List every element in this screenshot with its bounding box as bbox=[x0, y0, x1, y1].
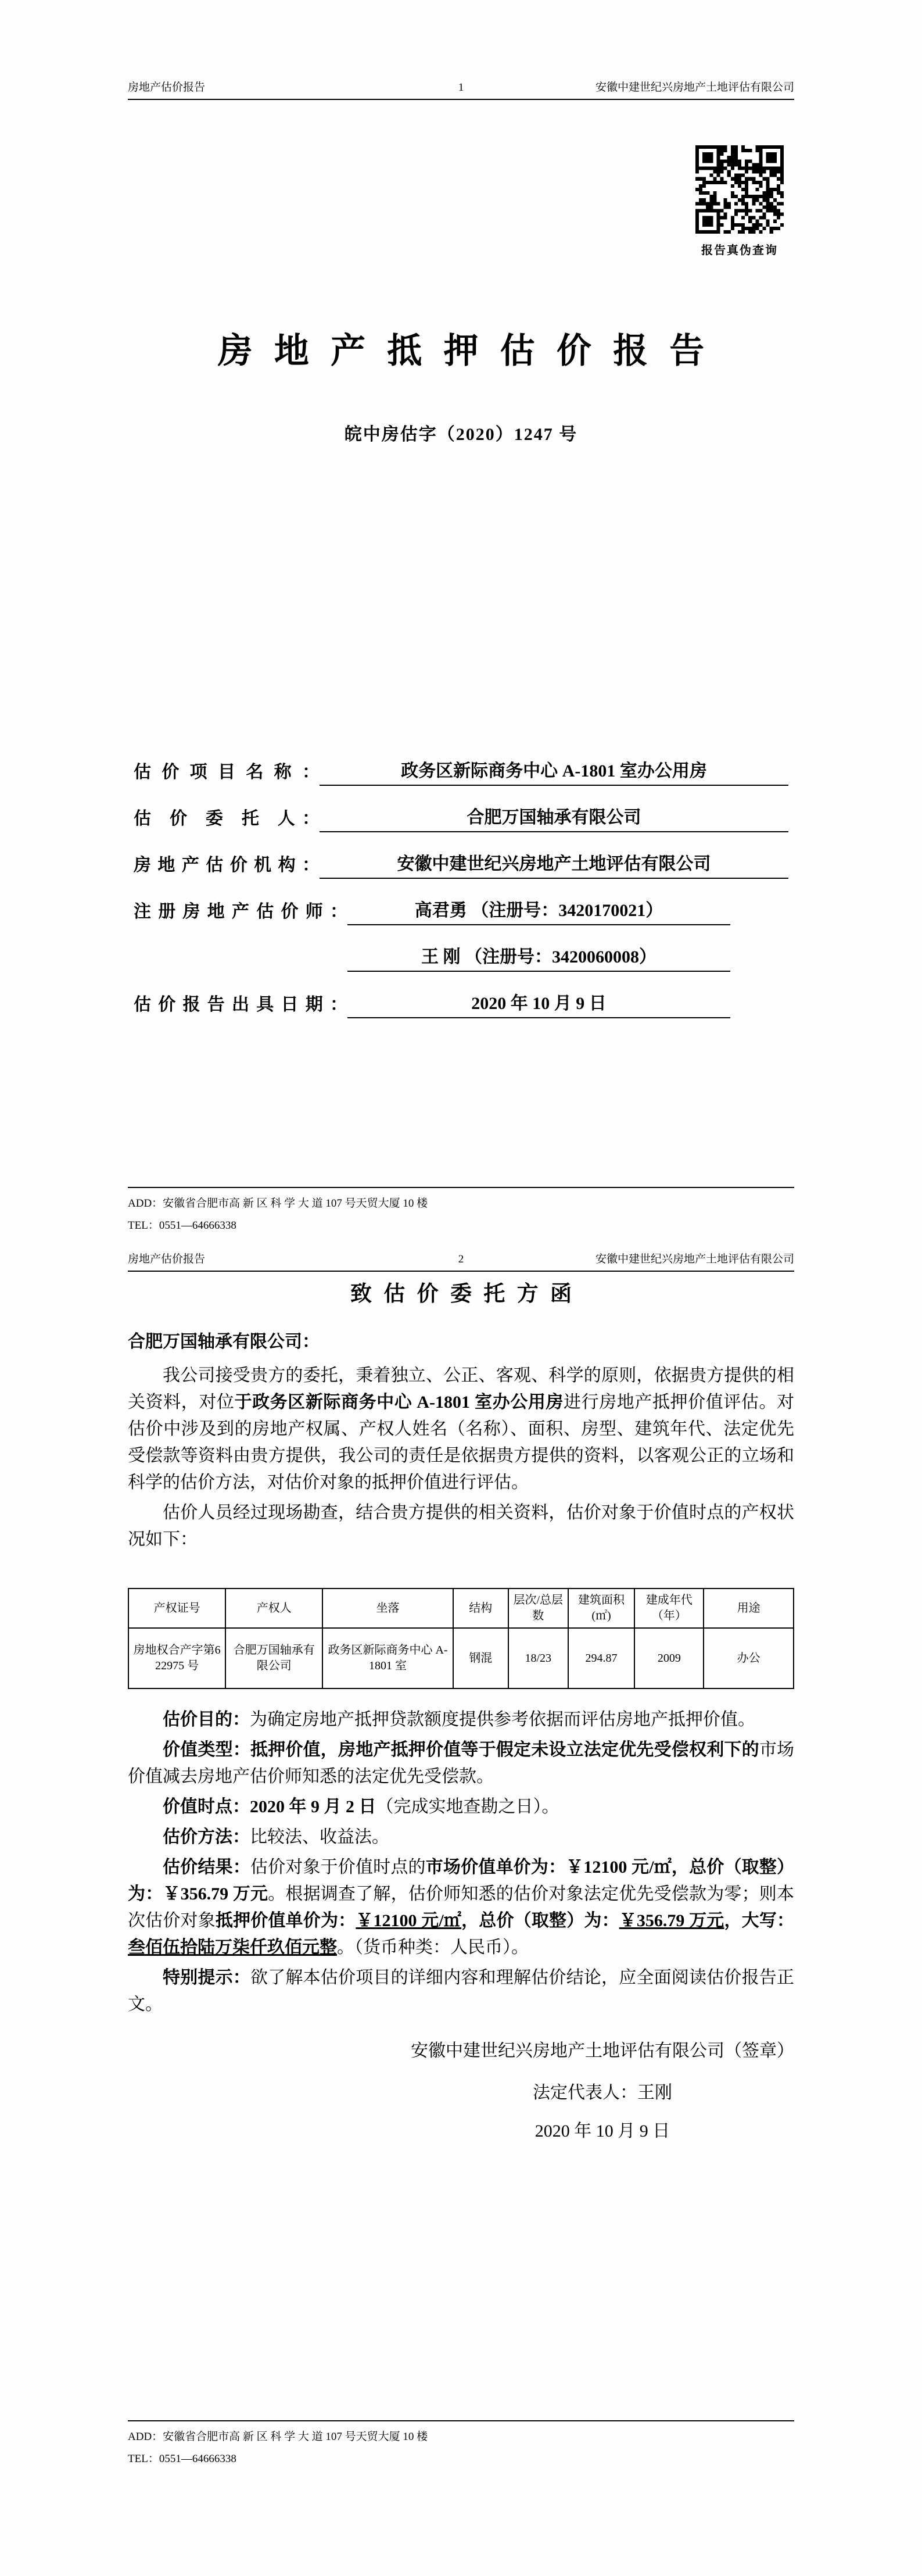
footer-address: ADD：安徽省合肥市高 新 区 科 学 大 道 107 号天贸大厦 10 楼 bbox=[128, 1197, 428, 1210]
signature-date: 2020 年 10 月 9 日 bbox=[534, 2121, 670, 2141]
header-doc-type: 房地产估价报告 bbox=[128, 1253, 206, 1265]
table-cell: 294.87 bbox=[568, 1628, 634, 1688]
header-company: 安徽中建世纪兴房地产土地评估有限公司 bbox=[595, 81, 794, 94]
table-header-cell: 建成年代（年） bbox=[634, 1588, 704, 1628]
letter-title: 致估价委托方函 bbox=[350, 1282, 584, 1306]
field-value: 政务区新际商务中心 A-1801 室办公用房 bbox=[320, 756, 788, 786]
footer-phone: TEL：0551—64666338 bbox=[128, 2453, 236, 2465]
cover-field-appraiser-1 bbox=[134, 879, 788, 925]
cover-field-client bbox=[134, 786, 788, 832]
field-label: 估价报告出具日期： bbox=[134, 995, 347, 1014]
qr-block bbox=[695, 145, 784, 257]
table-header-cell: 结构 bbox=[453, 1588, 508, 1628]
table-row bbox=[128, 1628, 794, 1688]
table-header-cell: 建筑面积(㎡) bbox=[568, 1588, 634, 1628]
property-rights-table bbox=[128, 1588, 794, 1689]
field-value: 安徽中建世纪兴房地产土地评估有限公司 bbox=[320, 849, 788, 879]
footer-phone: TEL：0551—64666338 bbox=[128, 1219, 236, 1232]
page-footer bbox=[128, 2420, 794, 2470]
report-number: 皖中房估字（2020）1247 号 bbox=[344, 425, 578, 444]
table-cell: 2009 bbox=[634, 1628, 704, 1688]
table-header-cell: 产权证号 bbox=[128, 1588, 225, 1628]
special-note: 特别提示：欲了解本估价项目的详细内容和理解估价结论，应全面阅读估价报告正文。 bbox=[128, 1968, 794, 2014]
table-header-cell: 坐落 bbox=[322, 1588, 453, 1628]
report-page-1 bbox=[0, 0, 922, 1244]
header-page-number: 2 bbox=[458, 1253, 464, 1265]
letter-salutation: 合肥万国轴承有限公司： bbox=[128, 1332, 320, 1351]
table-header-cell: 产权人 bbox=[225, 1588, 322, 1628]
page-header bbox=[128, 1252, 794, 1272]
header-company: 安徽中建世纪兴房地产土地评估有限公司 bbox=[595, 1253, 794, 1265]
field-value: 高君勇 （注册号：3420170021） bbox=[347, 896, 730, 925]
field-value: 合肥万国轴承有限公司 bbox=[320, 803, 788, 832]
table-cell: 房地权合产字第622975 号 bbox=[128, 1628, 225, 1688]
field-label: 注册房地产估价师： bbox=[134, 902, 347, 921]
table-cell: 办公 bbox=[704, 1628, 794, 1688]
table-header-cell: 用途 bbox=[704, 1588, 794, 1628]
cover-field-agency bbox=[134, 832, 788, 879]
signature-company: 安徽中建世纪兴房地产土地评估有限公司（签章） bbox=[411, 2041, 794, 2060]
qr-code bbox=[695, 145, 784, 234]
footer-address: ADD：安徽省合肥市高 新 区 科 学 大 道 107 号天贸大厦 10 楼 bbox=[128, 2431, 428, 2443]
letter-body bbox=[128, 1281, 794, 2145]
cover-field-appraiser-2 bbox=[134, 925, 788, 972]
letter-paragraph-survey: 估价人员经过现场勘查，结合贵方提供的相关资料，估价对象于价值时点的产权状况如下： bbox=[128, 1503, 794, 1549]
field-value: 2020 年 10 月 9 日 bbox=[347, 989, 730, 1018]
field-label: 估价项目名称： bbox=[134, 763, 320, 782]
signature-legal-rep: 法定代表人：王刚 bbox=[533, 2083, 672, 2102]
letter-paragraph-intro: 我公司接受贵方的委托，秉着独立、公正、客观、科学的原则，依据贵方提供的相关资料，对位于政务区新际商务中心 A-1801 室办公用房进行房地产抵押价值评估。对估价中涉及到的房地产权属、产权人姓名（名称）、面积、房型、建筑年代、法定优先受偿款等资料由贵方提供，我公司的责任是依据贵方提供的资料，以客观公正的立场和科学的估价方法，对估价对象的抵押价值进行评估。 bbox=[128, 1366, 795, 1492]
cover-fields bbox=[134, 739, 788, 1018]
field-label: 房地产估价机构： bbox=[134, 856, 320, 875]
field-value: 王 刚 （注册号：3420060008） bbox=[347, 942, 730, 972]
item-appraisal-result: 估价结果：估价对象于价值时点的市场价值单价为：￥12100 元/㎡，总价（取整）为：￥356.79 万元。根据调查了解，估价师知悉的估价对象法定优先受偿款为零；则本次估价对象抵押价值单价为：￥12100 元/㎡，总价（取整）为：￥356.79 万元，大写：叁佰伍拾陆万柒仟玖佰元整。（货币种类：人民币）。 bbox=[128, 1858, 795, 1957]
table-cell: 钢混 bbox=[453, 1628, 508, 1688]
table-cell: 政务区新际商务中心 A-1801 室 bbox=[322, 1628, 453, 1688]
page-header bbox=[128, 80, 794, 100]
table-cell: 合肥万国轴承有限公司 bbox=[225, 1628, 322, 1688]
report-page-2 bbox=[0, 1244, 922, 2576]
page-footer bbox=[128, 1187, 794, 1237]
item-value-type: 价值类型：抵押价值，房地产抵押价值等于假定未设立法定优先受偿权利下的市场价值减去房地产估价师知悉的法定优先受偿款。 bbox=[128, 1740, 795, 1786]
header-doc-type: 房地产估价报告 bbox=[128, 81, 206, 94]
qr-caption: 报告真伪查询 bbox=[701, 244, 778, 257]
header-page-number: 1 bbox=[458, 81, 464, 94]
table-header-row bbox=[128, 1588, 794, 1628]
table-cell: 18/23 bbox=[508, 1628, 568, 1688]
table-header-cell: 层次/总层数 bbox=[508, 1588, 568, 1628]
item-appraisal-purpose: 估价目的：为确定房地产抵押贷款额度提供参考依据而评估房地产抵押价值。 bbox=[163, 1710, 755, 1729]
signature-block bbox=[411, 2038, 794, 2145]
item-appraisal-method: 估价方法：比较法、收益法。 bbox=[163, 1827, 389, 1847]
item-value-date: 价值时点：2020 年 9 月 2 日（完成实地查勘之日）。 bbox=[163, 1797, 559, 1816]
field-label: 估 价 委 托 人： bbox=[134, 809, 320, 828]
report-title: 房地产抵押估价报告 bbox=[217, 332, 726, 370]
cover-field-project-name bbox=[134, 739, 788, 786]
cover-field-report-date bbox=[134, 972, 788, 1018]
